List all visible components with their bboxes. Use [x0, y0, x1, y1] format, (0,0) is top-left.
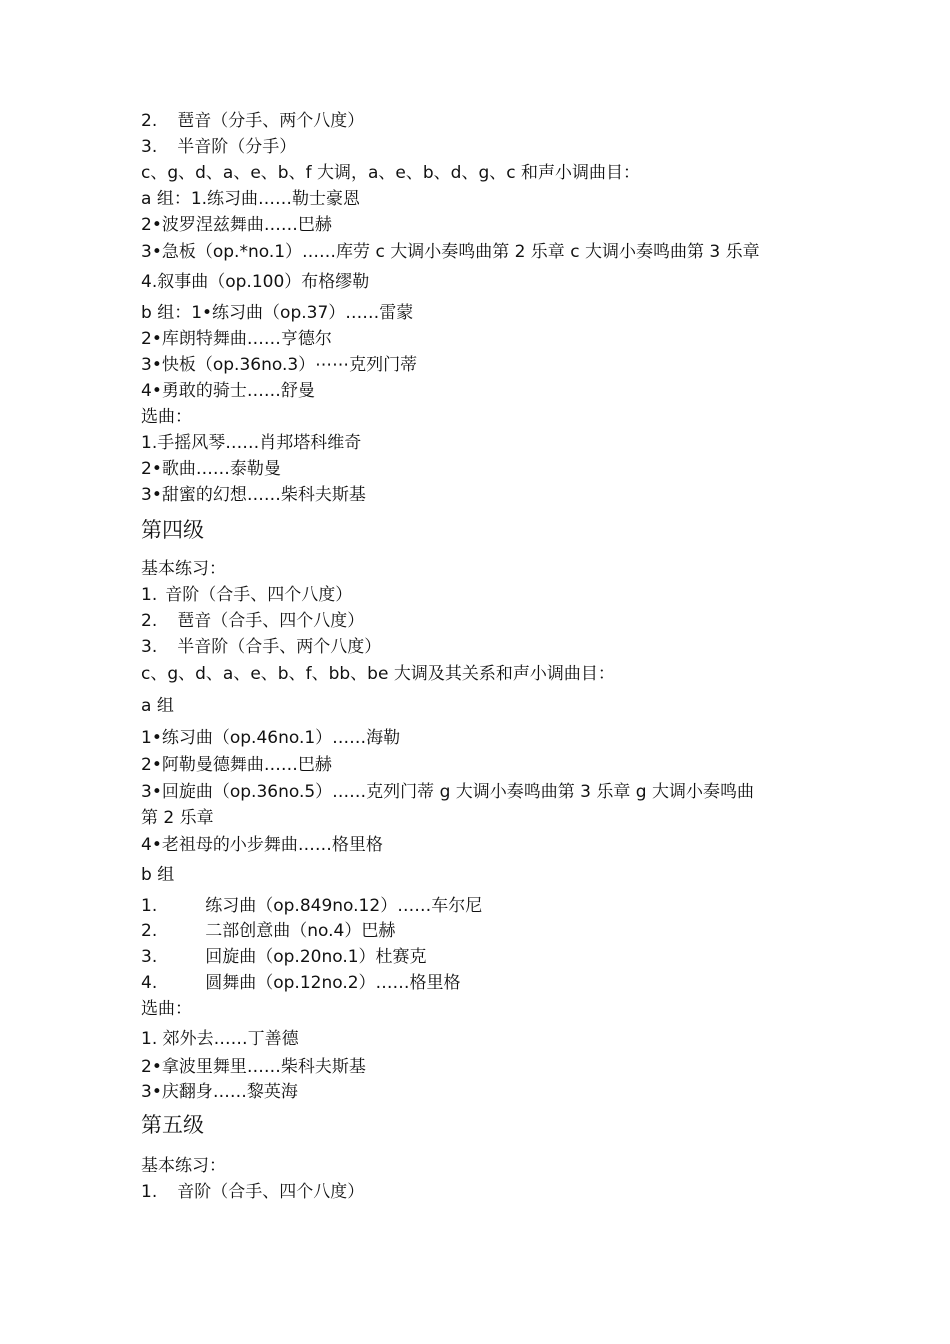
grade3-basic-item-3 [141, 136, 296, 158]
grade4-title: 第四级 [141, 518, 204, 542]
grade3-elective-item-3: 3•甜蜜的幻想……柴科夫斯基 [141, 485, 366, 505]
item-number: 3. [141, 947, 158, 967]
grade3-group-a-item-3: 3•急板（op.*no.1）……库劳 c 大调小奏鸣曲第 2 乐章 c 大调小奏鸣曲第 3 乐章 [141, 242, 760, 262]
item-number: 3. [141, 637, 158, 657]
grade3-group-b-item-1: b 组：1•练习曲（op.37）……雷蒙 [141, 303, 414, 323]
item-number: 2. [141, 111, 158, 131]
grade3-basic-item-2 [141, 110, 364, 132]
grade3-group-a-item-1: a 组：1.练习曲……勒士豪恩 [141, 189, 361, 209]
grade4-basic-item-1 [141, 584, 352, 606]
grade4-group-b-item-2 [141, 920, 395, 942]
grade4-group-a-item-1: 1•练习曲（op.46no.1）……海勒 [141, 728, 401, 748]
grade4-group-a-item-3: 3•回旋曲（op.36no.5）……克列门蒂 g 大调小奏鸣曲第 3 乐章 g 大调小奏鸣曲 [141, 782, 754, 802]
grade3-group-b-item-3: 3•快板（op.36no.3）⋯⋯克列门蒂 [141, 355, 418, 375]
grade4-group-a-item-3-cont: 第 2 乐章 [141, 808, 214, 828]
grade3-group-b-item-2: 2•库朗特舞曲……亨德尔 [141, 329, 332, 349]
item-text: 二部创意曲（no.4）巴赫 [205, 921, 396, 941]
grade3-keys-line: c、g、d、a、e、b、f 大调，a、e、b、d、g、c 和声小调曲目： [141, 163, 640, 183]
grade3-elective-item-1: 1.手摇风琴……肖邦塔科维奇 [141, 433, 362, 453]
grade4-basic-label: 基本练习： [141, 559, 226, 579]
grade4-group-b-item-4 [141, 972, 461, 994]
item-number: 2. [141, 611, 158, 631]
grade4-elective-label: 选曲： [141, 999, 192, 1019]
grade4-group-b-item-1 [141, 895, 482, 917]
grade4-group-a-item-4: 4•老祖母的小步舞曲……格里格 [141, 835, 383, 855]
grade4-elective-item-3: 3•庆翻身……黎英海 [141, 1082, 298, 1102]
item-text: 音阶（合手、四个八度） [165, 585, 353, 605]
item-number: 3. [141, 137, 158, 157]
grade3-group-b-item-4: 4•勇敢的骑士……舒曼 [141, 381, 315, 401]
grade3-group-a-item-2: 2•波罗涅兹舞曲……巴赫 [141, 215, 332, 235]
grade4-basic-item-3 [141, 636, 381, 658]
grade4-basic-item-2 [141, 610, 364, 632]
item-number: 2. [141, 921, 158, 941]
grade4-group-a-item-2: 2•阿勒曼德舞曲……巴赫 [141, 755, 332, 775]
grade3-elective-label: 选曲： [141, 407, 192, 427]
grade4-elective-item-1: 1. 郊外去……丁善德 [141, 1029, 299, 1049]
item-text: 回旋曲（op.20no.1）杜赛克 [205, 947, 427, 967]
item-text: 半音阶（分手） [177, 137, 297, 157]
grade4-group-b-label: b 组 [141, 865, 175, 885]
item-text: 圆舞曲（op.12no.2）……格里格 [205, 973, 461, 993]
item-text: 练习曲（op.849no.12）……车尔尼 [205, 896, 483, 916]
item-text: 半音阶（合手、两个八度） [177, 637, 382, 657]
grade4-group-b-item-3 [141, 946, 427, 968]
item-text: 琶音（合手、四个八度） [177, 611, 365, 631]
grade5-title: 第五级 [141, 1113, 204, 1137]
item-number: 1. [141, 585, 158, 605]
item-text: 琶音（分手、两个八度） [177, 111, 365, 131]
grade4-group-a-label: a 组 [141, 696, 174, 716]
grade4-elective-item-2: 2•拿波里舞里……柴科夫斯基 [141, 1057, 366, 1077]
grade4-keys-line: c、g、d、a、e、b、f、bb、be 大调及其关系和声小调曲目： [141, 664, 615, 684]
grade3-group-a-item-4: 4.叙事曲（op.100）布格缪勒 [141, 272, 370, 292]
grade5-basic-label: 基本练习： [141, 1156, 226, 1176]
grade5-basic-item-1 [141, 1181, 364, 1203]
item-text: 音阶（合手、四个八度） [177, 1182, 365, 1202]
item-number: 4. [141, 973, 158, 993]
grade3-elective-item-2: 2•歌曲……泰勒曼 [141, 459, 281, 479]
item-number: 1. [141, 896, 158, 916]
item-number: 1. [141, 1182, 158, 1202]
